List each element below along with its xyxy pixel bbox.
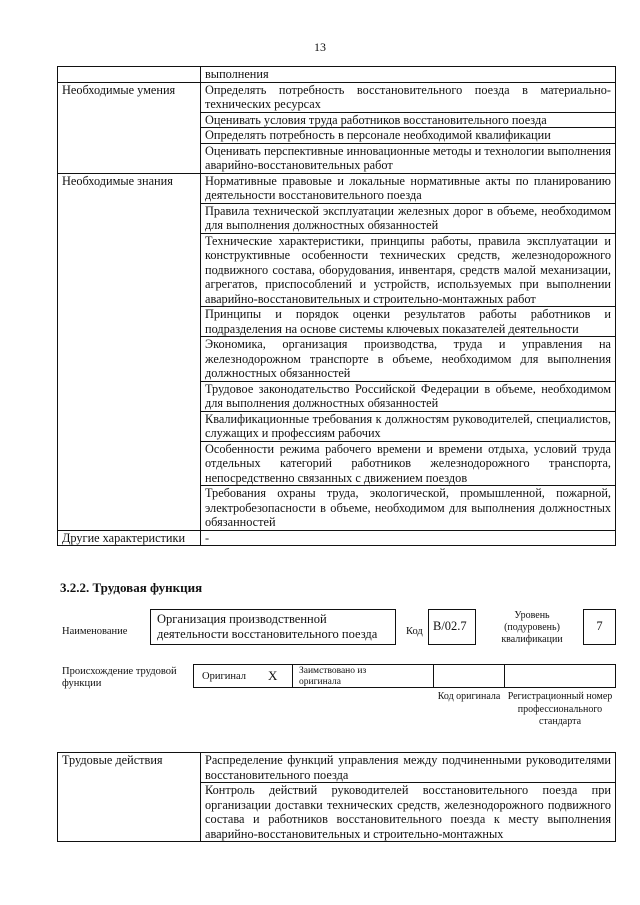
orig-code-caption: Код оригинала — [437, 691, 501, 702]
code-box — [428, 609, 476, 645]
origin-label: Происхождение трудовой функции — [62, 666, 177, 689]
table-cell: Распределение функций управления между подчиненными руководителями восстановительного поезда — [201, 753, 616, 783]
row-label-skills: Необходимые умения — [58, 82, 201, 173]
row-label — [58, 67, 201, 83]
level-label: Уровень (подуровень) квалификации — [501, 610, 563, 645]
table-cell: Нормативные правовые и локальные нормативные акты по планированию деятельности восстановительного поезда — [201, 173, 616, 203]
table-cell: Квалификационные требования к должностям руководителей, специалистов, служащих и профессиям рабочих — [201, 411, 616, 441]
table-cell: Оценивать перспективные инновационные методы и технологии выполнения аварийно-восстановительных работ — [201, 143, 616, 173]
original-label: Оригинал — [202, 671, 246, 682]
table-cell: Требования охраны труда, экологической, промышленной, пожарной, электробезопасности в объеме, необходимом для выполнения должностных обязанностей — [201, 486, 616, 531]
table-cell: Трудовое законодательство Российской Федерации в объеме, необходимом для выполнения должностных обязанностей — [201, 381, 616, 411]
table-row — [58, 530, 616, 546]
table-cell: Оценивать условия труда работников восстановительного поезда — [201, 112, 616, 128]
table-cell: выполнения — [201, 67, 616, 83]
table-cell: Правила технической эксплуатации железных дорог в объеме, необходимом для выполнения должностных обязанностей — [201, 203, 616, 233]
original-cell — [193, 664, 293, 688]
function-name: Организация производственной деятельности восстановительного поезда — [157, 612, 378, 641]
code-label: Код — [406, 626, 423, 637]
table-cell: Принципы и порядок оценки результатов работы работников и подразделения на основе системы ключевых показателей деятельности — [201, 307, 616, 337]
row-label-other: Другие характеристики — [58, 530, 201, 546]
table-cell: Экономика, организация производства, труда и управления на железнодорожном транспорте в объеме, необходимом для выполнения должностных обязанностей — [201, 337, 616, 382]
table-cell: Определять потребность восстановительного поезда в материально-технических ресурсах — [201, 82, 616, 112]
level-value: 7 — [596, 619, 603, 633]
level-box — [583, 609, 616, 645]
original-mark: X — [268, 668, 278, 683]
row-label-knowledge: Необходимые знания — [58, 173, 201, 530]
function-name-box — [150, 609, 396, 645]
table-cell: - — [201, 530, 616, 546]
table-row — [58, 67, 616, 83]
actions-table — [57, 752, 616, 842]
reg-number-caption: Регистрационный номер профессионального стандарта — [507, 691, 613, 727]
table-row — [58, 173, 616, 203]
name-label: Наименование — [62, 626, 128, 637]
row-label-actions: Трудовые действия — [58, 753, 201, 842]
table-cell: Особенности режима рабочего времени и времени отдыха, условий труда отдельных категорий работников железнодорожного транспорта, непосредственно связанных с движением поездов — [201, 441, 616, 486]
requirements-table — [57, 66, 616, 546]
section-title: 3.2.2. Трудовая функция — [60, 580, 203, 595]
page-number: 13 — [314, 40, 326, 54]
table-cell: Определять потребность в персонале необходимой квалификации — [201, 128, 616, 144]
borrowed-cell — [292, 664, 434, 688]
table-cell: Технические характеристики, принципы работы, правила эксплуатации и конструктивные особенности технических средств, железнодорожного подвижного состава, оборудования, инвентаря, средств малой механизации, агрегатов, приспособлений и устройств, используемых при выполнении аварийно-восстановительных и строительно-монтажных работ — [201, 233, 616, 307]
borrowed-label: Заимствовано из оригинала — [299, 666, 367, 687]
table-row — [58, 82, 616, 112]
table-row — [58, 753, 616, 783]
table-cell: Контроль действий руководителей восстановительного поезда при организации доставки технических средств, железнодорожного подвижного состава и работников восстановительного поезда к месту выполнения аварийно-восстановительных и строительно-монтажных — [201, 783, 616, 842]
code-value: B/02.7 — [433, 619, 467, 633]
reg-number-cell — [504, 664, 616, 688]
orig-code-cell — [433, 664, 505, 688]
